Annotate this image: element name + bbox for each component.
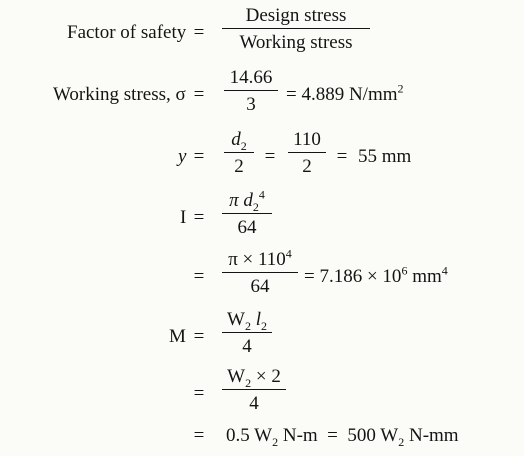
- y-fraction-2-denominator: 2: [302, 156, 312, 177]
- moment-value-numerator-rest: × 2: [251, 366, 281, 387]
- inertia-value-power: 6: [401, 263, 408, 278]
- d-exponent: 4: [258, 187, 265, 202]
- moment-result-part-3: N-mm: [404, 425, 459, 446]
- working-stress-numerator: 14.66: [229, 67, 273, 88]
- y-fraction-1-numerator: [224, 128, 254, 151]
- l-subscript: 2: [260, 318, 267, 333]
- moment-label: M: [169, 326, 186, 347]
- y-fraction-2: [288, 128, 326, 178]
- w-subscript: 2: [244, 318, 251, 333]
- working-stress-denominator: 3: [246, 94, 256, 115]
- inertia-label: I: [180, 207, 187, 228]
- moment-value-fraction: [222, 365, 286, 415]
- fraction-bar: [224, 90, 278, 91]
- moment-numerator: [222, 308, 272, 331]
- inertia-denominator: 64: [237, 217, 257, 238]
- y-equals-1: =: [193, 146, 205, 167]
- inertia-value-numerator: [222, 248, 298, 271]
- y-fraction-1: [224, 128, 254, 178]
- pi-symbol: π: [229, 190, 239, 211]
- fos-equals: =: [193, 22, 205, 43]
- inertia-value-unit-exponent: 4: [441, 263, 448, 278]
- fraction-bar: [224, 152, 254, 153]
- inertia-value-denominator: 64: [250, 276, 270, 297]
- moment-denominator: 4: [242, 336, 252, 357]
- moment-value-equals: =: [193, 383, 205, 404]
- working-stress-label-text: Working stress,: [53, 84, 176, 105]
- moment-fraction: [222, 308, 272, 358]
- inertia-value-result-text: = 7.186 × 10: [304, 266, 402, 287]
- working-stress-fraction: [224, 66, 278, 116]
- fos-numerator: Design stress: [245, 5, 347, 26]
- inertia-value-result: [304, 263, 448, 288]
- y-result: 55 mm: [358, 146, 412, 167]
- inertia-value-unit: mm: [407, 266, 442, 287]
- inertia-value-equals: =: [193, 266, 205, 287]
- fraction-bar: [222, 272, 298, 273]
- fraction-bar: [222, 389, 286, 390]
- moment-value-numerator: [222, 365, 286, 388]
- working-stress-equals: =: [193, 84, 205, 105]
- y-fraction-1-denominator: 2: [234, 156, 244, 177]
- moment-result: [226, 425, 459, 447]
- inertia-value-numerator-text: π × 110: [228, 249, 286, 270]
- w-variable: W: [227, 309, 245, 330]
- fos-label: Factor of safety: [67, 22, 187, 43]
- fraction-bar: [222, 213, 272, 214]
- y-label: [178, 146, 186, 168]
- working-stress-unit-exponent: 2: [397, 81, 404, 96]
- working-stress-result-text: = 4.889 N/mm: [286, 84, 398, 105]
- d-subscript: 2: [252, 199, 259, 214]
- l-variable: l: [255, 309, 261, 330]
- inertia-value-fraction: [222, 248, 298, 298]
- working-stress-result: [286, 81, 404, 106]
- w-variable: W: [227, 366, 246, 387]
- fos-denominator: Working stress: [239, 32, 353, 53]
- y-variable: y: [178, 146, 187, 167]
- inertia-fraction: [222, 189, 272, 239]
- d-variable: d: [231, 129, 241, 150]
- inertia-value-numerator-exponent: 4: [285, 246, 292, 261]
- sigma-symbol: σ: [175, 84, 186, 105]
- d-subscript: 2: [240, 138, 247, 153]
- moment-result-part-2: N-m = 500 W: [278, 425, 399, 446]
- fraction-bar: [288, 152, 326, 153]
- moment-result-part-1: 0.5 W: [226, 425, 273, 446]
- moment-result-equals: =: [193, 425, 205, 446]
- y-fraction-2-numerator: 110: [293, 129, 321, 150]
- moment-value-denominator: 4: [249, 393, 259, 414]
- y-equals-2: =: [264, 146, 276, 167]
- inertia-equals: =: [193, 207, 205, 228]
- inertia-numerator: [222, 189, 272, 212]
- w-subscript: 2: [398, 434, 405, 449]
- w-subscript: 2: [272, 434, 279, 449]
- fos-fraction: [222, 4, 370, 54]
- moment-equals: =: [193, 326, 205, 347]
- d-variable: d: [243, 190, 253, 211]
- working-stress-label: [53, 84, 186, 106]
- fraction-bar: [222, 28, 370, 29]
- w-subscript: 2: [245, 375, 252, 390]
- y-equals-3: =: [336, 146, 348, 167]
